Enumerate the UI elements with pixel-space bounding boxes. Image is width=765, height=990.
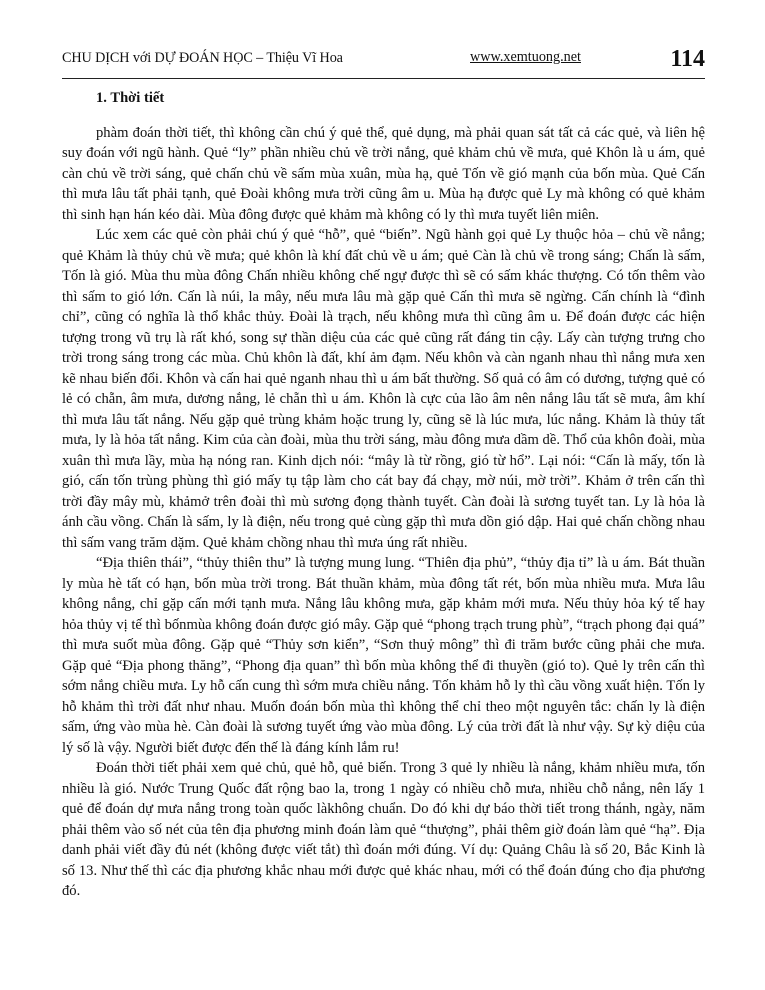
paragraph: “Địa thiên thái”, “thủy thiên thu” là tượng mung lung. “Thiên địa phủ”, “thủy địa tỉ” là u ám. Bát thuần ly mùa hè tất có hạn, bốn mùa trời trong. Bát thuần khảm, mùa đông tất rét, bốn mùa nhiều mưa. Mưa lâu không nắng, chỉ gặp cấn mới tạnh mưa. Nắng lâu không mưa, gặp khảm mới mưa. Nếu thủy hỏa ký tế hay hỏa thủy vị tế thì bốnmùa không đoán được gió mây. Gặp quẻ “phong trạch trung phù”, “trạch phong đại quá” thì mưa suốt mùa đông. Gặp quẻ “Thủy sơn kiển”, “Sơn thuỷ mông” thì đi trăm bước cũng phải che mưa. Gặp quẻ “Địa phong thăng”, “Phong địa quan” thì bốn mùa không thể đi thuyền (gió to). Quẻ ly trên cấn thì sớm nắng chiều mưa. Ly hỗ cấn cung thì sớm mưa chiều nắng. Tốn khảm hỗ ly thì cầu vồng xuất hiện. Tốn ly hỗ khảm thì trời đất như nhau. Muốn đoán bốn mùa thì không thể chỉ theo một nguyên tắc: chấn ly là điện sấm, ứng vào mùa hè. Càn đoài là sương tuyết ứng vào mùa đông. Lý của trời đất là như vậy. Sự kỳ diệu của lý số là vậy. Người biết được đến thế là đáng kính lắm ru! <box>62 555 705 756</box>
website-link[interactable]: www.xemtuong.net <box>470 49 581 65</box>
section-heading: 1. Thời tiết <box>96 90 165 106</box>
page-content <box>62 88 705 902</box>
book-title: CHU DỊCH với DỰ ĐOÁN HỌC – Thiệu Vĩ Hoa <box>62 50 343 66</box>
header-divider <box>62 78 705 79</box>
paragraph: Lúc xem các quẻ còn phải chú ý quẻ “hỗ”, quẻ “biến”. Ngũ hành gọi quẻ Ly thuộc hỏa – chủ về nắng; quẻ Khảm là thủy chủ về mưa; quẻ khôn là khí đất chủ về u ám; quẻ Càn là chủ về trong sáng; Chấn là sấm, Tốn là gió. Mùa thu mùa đông Chấn nhiều không chế ngự được thì sẽ có sấm khác thượng. Có tốn thêm vào thì sấm to gió lớn. Cấn là núi, la mây, nếu mưa lâu mà gặp quẻ Cấn thì mưa sẽ ngừng. Cấn chính là “đình chỉ”, cũng có nghĩa là thổ khắc thủy. Đoài là trạch, nếu không mưa thì cũng âm u. Để đoán được các hiện tượng trong vũ trụ là rất khó, song sự thần diệu của các quẻ cũng rất đáng tin cậy. Lấy càn tượng trưng cho trời trong sáng trong các mùa. Chủ khôn là đất, khí ảm đạm. Nếu khôn và càn nganh nhau thì nắng mưa xen kẽ nhau biến đổi. Khôn và cấn hai quẻ nganh nhau thì u ám bất thường. Số quả có âm có dương, tượng quẻ có lẻ có chẵn, âm mưa, dương nắng, lẻ chẵn thì u ám. Khôn là cực của lão âm nên nắng lâu tất sẽ mưa, âm khí thì mưa lâu tất nắng. Nếu gặp quẻ trùng khảm hoặc trung ly, cũng sẽ là lúc mưa, lúc nắng. Khảm là thủy tất mưa, ly là hỏa tất nắng. Kim của càn đoài, mùa thu trời sáng, màu đông mưa dầm dề. Thổ của khôn đoài, mùa xuân thì mưa lầy, mùa hạ nóng ran. Kinh dịch nói: “mây là từ rồng, gió từ hổ”. Lại nói: “Cấn là mấy, tốn là gió, cấn tốn trùng phùng thì gió mấy tụ tập làm cho cát bay đá chạy, mờ núi, mờ trời”. Khảm ở trên cấn thì trời đầy mây mù, khảmở trên đoài thì mù sương đọng thành tuyết. Càn đoài là sương tuyết tan. Ly là hỏa là ánh cầu vồng. Chấn là sấm, ly là điện, nếu trong quẻ cùng gặp thì mưa dồn gió dập. Hai quẻ chấn chồng nhau thì sấm vang trăm dặm. Quẻ khảm chồng nhau thì mưa úng rất nhiều. <box>62 227 705 551</box>
page-number: 114 <box>670 46 705 72</box>
paragraph: Đoán thời tiết phải xem quẻ chủ, quẻ hỗ, quẻ biến. Trong 3 quẻ ly nhiều là nắng, khảm nhiều mưa, tốn nhiều là gió. Nước Trung Quốc đất rộng bao la, trong 1 ngày có nhiều chỗ mưa, nhiều chỗ nắng, nên lấy 1 quẻ để đoán dự mưa nắng trong toàn quốc làkhông chuẩn. Do đó khi dự báo thời tiết trong thánh, ngày, năm phải thêm vào số nét của tên địa phương minh đoán làm quẻ “thượng”, phải thêm giờ đoán làm quẻ “hạ”. Địa danh phải viết đầy đủ nét (không được viết tắt) thì đoán mới đúng. Ví dụ: Quảng Châu là số 20, Bắc Kinh là số 13. Như thế thì các địa phương khắc nhau mới được quẻ khác nhau, mới có thể đoán đúng cho địa phương đó. <box>62 760 705 899</box>
paragraph: phàm đoán thời tiết, thì không cần chú ý quẻ thể, quẻ dụng, mà phải quan sát tất cả các quẻ, và liên hệ suy đoán với ngũ hành. Quẻ “ly” phần nhiều chủ về trời nắng, quẻ khảm chủ về mưa, quẻ Khôn là u ám, quẻ càn chủ về trời sáng, quẻ chấn chủ về sấm mùa xuân, mùa hạ, quẻ Tốn về gió mạnh của bốn mùa. Quẻ Cấn thì mưa lâu tất phải tạnh, quẻ Đoài không mưa trời cũng âm u. Mùa hạ được quẻ Ly mà không có quẻ khảm thì sinh hạn hán kéo dài. Mùa đông được quẻ khảm mà không có ly thì mưa tuyết liên miên. <box>62 124 705 223</box>
page-header <box>62 48 705 80</box>
